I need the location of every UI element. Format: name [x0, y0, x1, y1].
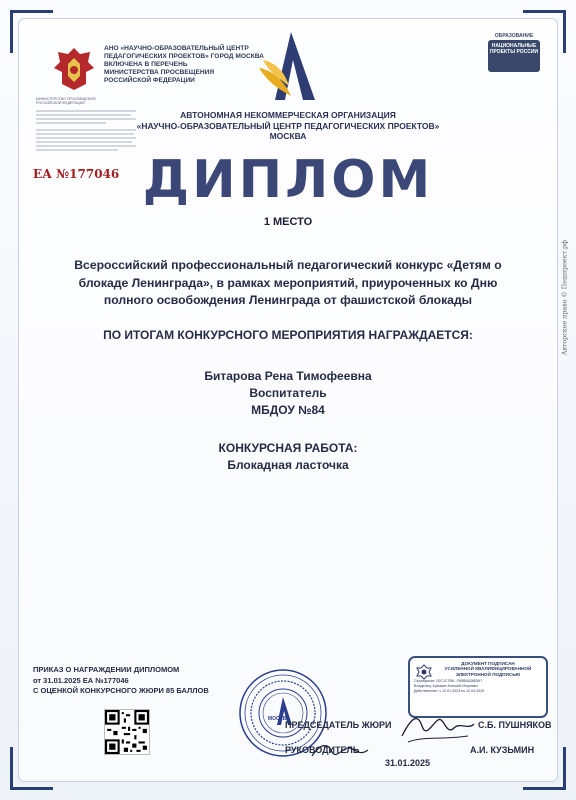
recipient-block	[40, 368, 536, 419]
signature-date: 31.01.2025	[385, 758, 431, 768]
diploma-title: ДИПЛОМ	[142, 150, 434, 210]
recipient-organization: МБДОУ №84	[251, 403, 325, 417]
header-org-line: ПЕДАГОГИЧЕСКИХ ПРОЕКТОВ» ГОРОД МОСКВА	[104, 53, 264, 60]
contest-description	[40, 257, 536, 310]
e-signature-heading-line: УСИЛЕННОЙ КВАЛИФИЦИРОВАННОЙ	[444, 666, 532, 672]
header-org-line: АНО «НАУЧНО-ОБРАЗОВАТЕЛЬНЫЙ ЦЕНТР	[104, 45, 249, 52]
award-order	[33, 665, 209, 697]
organization-line: АВТОНОМНАЯ НЕКОММЕРЧЕСКАЯ ОРГАНИЗАЦИЯ	[180, 110, 396, 120]
ministry-caption: МИНИСТЕРСТВО ПРОСВЕЩЕНИЯ РОССИЙСКОЙ ФЕДЕРАЦИИ	[36, 97, 96, 106]
head-name: А.И. КУЗЬМИН	[470, 745, 535, 755]
handwritten-signature	[310, 740, 370, 762]
chair-label: ПРЕДСЕДАТЕЛЬ ЖЮРИ	[285, 720, 392, 730]
header-org-line: МИНИСТЕРСТВА ПРОСВЕЩЕНИЯ	[104, 69, 215, 76]
work-heading: КОНКУРСНАЯ РАБОТА:	[218, 441, 358, 455]
center-logo-icon	[255, 30, 325, 102]
national-projects-caption: ОБРАЗОВАНИЕ	[494, 33, 534, 39]
order-line: от 31.01.2025 ЕА №177046	[33, 675, 129, 685]
copyright-note: Авторское право © Пешпроект.рф	[561, 240, 568, 356]
e-signature-emblem-icon	[416, 664, 432, 680]
chair-name: С.Б. ПУШНЯКОВ	[478, 720, 552, 730]
e-signature-certificate: Сертификат: 02C1C7B6...F89B5A38E597	[414, 679, 483, 684]
work-block	[40, 440, 536, 474]
head-label: РУКОВОДИТЕЛЬ	[285, 745, 360, 755]
national-projects-badge: НАЦИОНАЛЬНЫЕ ПРОЕКТЫ РОССИИ	[488, 40, 540, 72]
electronic-signature-box	[408, 656, 548, 718]
e-signature-owner: Владелец: Кузьмин Алексей Игоревич	[414, 684, 478, 689]
contest-line: Всероссийский профессиональный педагогический конкурс «Детям о	[74, 258, 502, 272]
order-line: С ОЦЕНКОЙ КОНКУРСНОГО ЖЮРИ 85 БАЛЛОВ	[33, 686, 209, 695]
award-heading: ПО ИТОГАМ КОНКУРСНОГО МЕРОПРИЯТИЯ НАГРАЖДАЕТСЯ:	[103, 328, 473, 342]
stamp-center-text: МОСКВА	[268, 716, 290, 722]
recipient-position: Воспитатель	[249, 386, 327, 400]
organization-line: «НАУЧНО-ОБРАЗОВАТЕЛЬНЫЙ ЦЕНТР ПЕДАГОГИЧЕСКИХ ПРОЕКТОВ»	[136, 120, 440, 131]
e-signature-heading	[434, 661, 542, 677]
eagle-emblem-icon	[50, 44, 98, 94]
contest-line: блокаде Ленинграда», в рамках мероприятий, приуроченных ко Дню	[78, 275, 498, 290]
frame-corner	[10, 747, 53, 790]
e-signature-details	[414, 679, 542, 694]
e-signature-heading-line: ЭЛЕКТРОННОЙ ПОДПИСЬЮ	[455, 671, 521, 677]
e-signature-validity: Действителен: с 12.01.2024 по 12.04.2025	[414, 689, 485, 694]
diploma-number: ЕА №177046	[33, 167, 120, 181]
header-org-line: ВКЛЮЧЕНА В ПЕРЕЧЕНЬ	[104, 61, 188, 68]
frame-corner	[10, 10, 53, 53]
recipient-name: Битарова Рена Тимофеевна	[204, 369, 372, 383]
order-line: ПРИКАЗ О НАГРАЖДЕНИИ ДИПЛОМОМ	[33, 665, 180, 674]
header-org-line: РОССИЙСКОЙ ФЕДЕРАЦИИ	[104, 77, 195, 84]
e-signature-heading-line: ДОКУМЕНТ ПОДПИСАН	[461, 661, 515, 666]
organization-name	[40, 110, 536, 142]
contest-line: полного освобождения Ленинграда от фашистской блокады	[103, 293, 473, 307]
diploma-place: 1 МЕСТО	[263, 216, 313, 228]
organization-line: МОСКВА	[269, 131, 307, 141]
header-org-text	[104, 45, 264, 85]
work-title: Блокадная ласточка	[227, 458, 349, 472]
qr-code-icon[interactable]	[104, 709, 150, 755]
